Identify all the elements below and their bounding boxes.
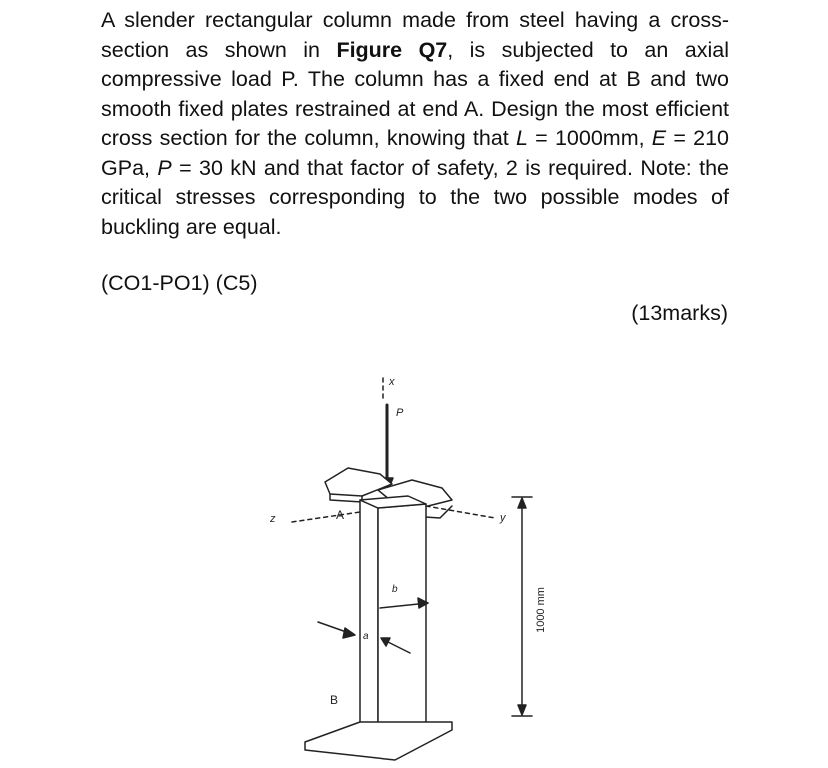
- modulus-symbol: E: [651, 126, 667, 150]
- modulus-value: = 210 GPa,: [101, 126, 729, 180]
- end-A-label: A: [336, 508, 345, 522]
- length-value: = 1000mm,: [527, 126, 652, 150]
- dimension-bottom-arrowhead: [518, 705, 526, 715]
- load-symbol: P: [157, 155, 172, 180]
- y-axis-label: y: [500, 512, 506, 524]
- column-side-face: [378, 504, 426, 738]
- end-B-label: B: [330, 693, 339, 707]
- question-text-part-1: A slender rectangular column made from steel having a cross-section as shown in: [101, 8, 729, 62]
- course-outcome-tag: (CO1-PO1) (C5): [101, 271, 258, 295]
- load-label: P: [396, 407, 404, 419]
- x-axis-label: x: [389, 376, 395, 388]
- z-axis-line: [292, 512, 360, 522]
- figure-reference: Figure Q7: [336, 37, 448, 62]
- y-axis-line: [426, 506, 495, 518]
- a-dimension-label: a: [363, 631, 369, 642]
- base-plate: [305, 722, 452, 760]
- b-dimension-label: b: [392, 584, 398, 595]
- marks-label: (13marks): [631, 301, 728, 325]
- length-dimension-label: 1000 mm: [535, 587, 547, 633]
- question-text-part-3: = 30 kN and that factor of safety, 2 is required. Note: the critical stresses corresponding to the two possible modes of buckling are equal.: [101, 155, 730, 239]
- dimension-top-arrowhead: [518, 498, 526, 508]
- z-axis-label: z: [270, 513, 276, 525]
- question-text-part-2: , is subjected to an axial compressive load P. The column has a fixed end at B and two smooth fixed plates restrained at end A. Design the most efficient cross section for the column, knowing that: [101, 37, 729, 150]
- length-symbol: L: [516, 126, 528, 150]
- a-left-arrowhead: [343, 628, 355, 638]
- column-front-face: [360, 500, 378, 738]
